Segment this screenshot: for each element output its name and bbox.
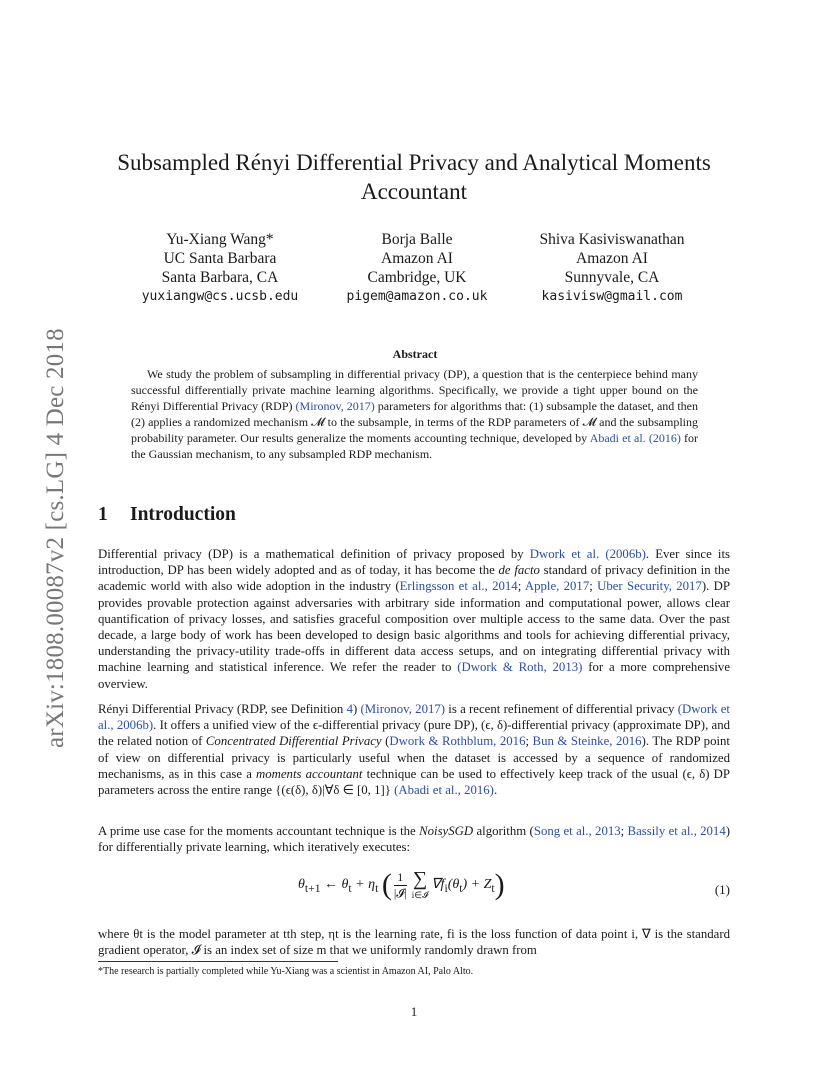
text-run: . It offers a unified view of the ϵ-differential privacy (pure DP), (ϵ, δ)-differential privacy (approximate DP), and the related notion of (98, 718, 730, 749)
citation-link[interactable]: Bun & Steinke, 2016 (532, 734, 642, 749)
sum-sign: ∑ (412, 868, 428, 890)
text-run: for a more comprehensive overview. (98, 660, 731, 691)
fraction-numerator: 1 (394, 870, 407, 886)
math-subscript: i (444, 882, 448, 896)
title-line-2: Accountant (360, 179, 467, 204)
paragraph-3 (98, 823, 730, 855)
text-run: ; (620, 824, 628, 838)
section-number: 1 (98, 504, 108, 525)
text-run: Rényi Differential Privacy (RDP, see Definition (98, 702, 347, 716)
text-run: ). The RDP point of view on differential privacy is particularly useful when the dataset is accessed by a sequence of randomized mechanisms, as in this case a (98, 734, 730, 781)
citation-link[interactable]: Abadi et al. (2016) (589, 431, 681, 445)
text-run: ; (525, 734, 533, 749)
math-subscript: t (348, 882, 352, 896)
paper-title (70, 148, 758, 206)
citation-link[interactable]: Uber Security, 2017 (597, 579, 702, 594)
text-run: where θt is the model parameter at tth step, ηt is the learning rate, fi is the loss function of data point i, ∇ is the standard gradient operator, 𝓘 is an index set of size m that we uniformly randomly drawn from (98, 927, 730, 958)
page-number: 1 (410, 1004, 418, 1019)
text-run: Differential privacy (DP) is a mathematical definition of privacy proposed by (98, 547, 530, 561)
arxiv-sidebar-stamp (20, 290, 69, 750)
paragraph-1 (98, 546, 730, 692)
text-run: algorithm ( (473, 824, 534, 838)
math-symbol: (θ (447, 877, 460, 893)
abstract-heading: Abstract (392, 347, 438, 361)
equation-1 (98, 868, 730, 916)
citation-link[interactable]: Song et al., 2013 (533, 824, 621, 838)
math-symbol: ← θ (320, 877, 349, 893)
equation-number: (1) (714, 882, 730, 897)
footnote: *The research is partially completed while Yu-Xiang was a scientist in Amazon AI, Palo Alto. (98, 966, 474, 977)
emphasis: moments accountant (256, 766, 363, 781)
citation-link[interactable]: Bassily et al., 2014 (627, 824, 726, 838)
text-run: A prime use case for the moments accountant technique is the (98, 824, 420, 838)
author-affiliation: UC Santa Barbara (163, 250, 277, 267)
author-affiliation: Amazon AI (576, 250, 648, 267)
author-name: Yu-Xiang Wang* (166, 231, 274, 248)
abstract-text (131, 366, 698, 462)
text-run: ( (381, 734, 390, 749)
author-name: Borja Balle (381, 231, 453, 248)
section-title: Introduction (130, 504, 236, 525)
text-run: ; (589, 579, 598, 594)
author-email[interactable]: yuxiangw@cs.ucsb.edu (141, 289, 299, 304)
math-subscript: t (459, 882, 463, 896)
text-run: ) (352, 702, 361, 716)
author-affiliation: Amazon AI (381, 250, 453, 267)
summation (412, 869, 428, 901)
math-symbol: θ (298, 877, 305, 893)
math-symbol: ∇f (431, 877, 445, 893)
paragraph-4 (98, 926, 730, 958)
citation-link[interactable]: (Abadi et al., 2016) (394, 783, 494, 798)
math-subscript: t+1 (304, 882, 321, 896)
math-symbol: ) + Z (462, 877, 492, 893)
author-block-1 (130, 230, 310, 306)
arxiv-identifier: arXiv:1808.00087v2 [cs.LG] 4 Dec 2018 (42, 328, 69, 748)
text-run: ). DP provides provable protection against adversaries with arbitrary side information and computational power, allows clear quantification of privacy losses, and satisfies graceful composition over multiple access to the same data. Over the past decade, a large body of work has been developed to design basic algorithms and tools for achieving differential privacy, understanding the privacy-utility trade-offs in different data access setups, and on integrating differential privacy with machine learning and statistical inference. We refer the reader to (98, 579, 730, 675)
author-name: Shiva Kasiviswanathan (539, 231, 685, 248)
author-email[interactable]: kasivisw@gmail.com (541, 289, 683, 304)
text-run: ) for differentially private learning, which iteratively executes: (98, 824, 730, 855)
citation-link[interactable]: Dwork & Rothblum, 2016 (389, 734, 526, 749)
math-symbol: + η (351, 877, 376, 893)
text-run: technique can be used to effectively keep track of the usual (ϵ, δ) DP parameters across the entire range {(ϵ(δ), δ)|∀δ ∈ [0, 1]} (98, 766, 730, 798)
citation-link[interactable]: Erlingsson et al., 2014 (399, 579, 518, 594)
right-paren: ) (494, 868, 505, 901)
author-location: Cambridge, UK (367, 269, 467, 286)
author-block-2 (332, 230, 502, 306)
text-run: We study the problem of subsampling in differential privacy (DP), a question that is the centerpiece behind many successful differentially private machine learning algorithms. Specifically, we provide a tight upper bound on the Rényi Differential Privacy (RDP) (131, 367, 698, 413)
author-block-3 (522, 230, 702, 306)
citation-link[interactable]: Apple, 2017 (524, 579, 590, 594)
citation-link[interactable]: 4 (346, 702, 353, 716)
equation-body (298, 868, 505, 902)
fraction (394, 870, 407, 901)
emphasis: NoisySGD (419, 824, 474, 838)
text-run: . (493, 783, 498, 798)
citation-link[interactable]: Dwork et al. (2006b) (529, 547, 646, 561)
text-run: ; (517, 579, 525, 594)
math-subscript: t (375, 882, 379, 896)
text-run: for the Gaussian mechanism, to any subsampled RDP mechanism. (131, 431, 698, 461)
paragraph-2 (98, 701, 730, 798)
section-heading (98, 504, 236, 526)
author-location: Santa Barbara, CA (161, 269, 279, 286)
emphasis: de facto (498, 563, 540, 578)
author-email[interactable]: pigem@amazon.co.uk (346, 289, 488, 304)
math-subscript: t (491, 882, 495, 896)
emphasis: Concentrated Differential Privacy (205, 734, 382, 749)
citation-link[interactable]: (Dwork & Roth, 2013) (457, 660, 583, 675)
citation-link[interactable]: (Mironov, 2017) (360, 702, 446, 716)
title-line-1: Subsampled Rényi Differential Privacy and Analytical Moments (117, 150, 711, 175)
fraction-denominator: |𝓘| (393, 885, 407, 900)
text-run: standard of privacy definition in the academic world with also wide adoption in the industry ( (98, 563, 730, 594)
citation-link[interactable]: (Dwork et al., 2006b) (98, 702, 730, 733)
left-paren: ( (381, 868, 392, 901)
text-run: parameters for algorithms that: (1) subsample the dataset, and then (2) applies a randomized mechanism 𝓜 to the subsample, in terms of the RDP parameters of 𝓜 and the subsampling probability parameter. Our results generalize the moments accounting technique, developed by (131, 399, 698, 445)
author-location: Sunnyvale, CA (564, 269, 660, 286)
text-run: . Ever since its introduction, DP has been widely adopted and as of today, it has become the (98, 547, 730, 578)
sum-index: i∈𝓘 (411, 890, 429, 900)
footnote-rule (98, 961, 338, 962)
text-run: is a recent refinement of differential privacy (445, 702, 678, 716)
citation-link[interactable]: (Mironov, 2017) (295, 399, 375, 413)
